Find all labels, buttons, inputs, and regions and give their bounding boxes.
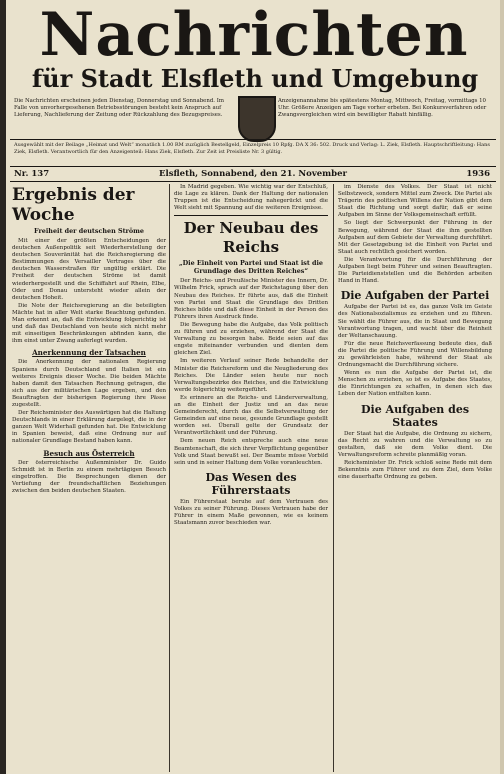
paragraph: Dem neuen Reich entspreche auch eine neue Beamtenschaft, die sich ihrer Verpflichtung gegenüber Volk und Staat bewußt sei. Der Beamte müsse Vorbild sein und in seiner Haltung dem Volke voranleuchten. <box>174 438 328 466</box>
paragraph: im Dienste des Volkes. Der Staat ist nicht Selbstzweck, sondern Mittel zum Zweck. Die Partei als Trägerin des politischen Willens der Nation gibt dem Staat die Richtung und sorgt dafür, daß er seine Aufgaben im Sinne der Volksgemeinschaft erfüllt. <box>338 184 492 219</box>
paragraph: Mit einer der größten Entscheidungen der deutschen Außenpolitik seit Wiederherstellung der deutschen Souveränität hat die Reichsregierung die Bestimmungen des Versailler Vertrages über die deutschen Wasserstraßen für ungültig erklärt. Die Freiheit der deutschen Ströme ist damit wiederhergestellt und die Schiffahrt auf Rhein, Elbe, Oder und Donau untersteht wieder allein der deutschen Hoheit. <box>12 238 166 301</box>
newspaper-page <box>6 0 500 774</box>
masthead-subtitle: für Stadt Elsfleth und Umgebung <box>31 64 479 93</box>
divider <box>10 139 496 140</box>
section-heading: Anerkennung der Tatsachen <box>32 348 146 358</box>
coat-of-arms-icon <box>238 96 276 142</box>
publisher-band: Ausgewählt mit der Beilage „Heimat und Welt“ monatlich 1.00 RM zuzüglich Bestellgeld, Einzelpreis 10 Rpfg. DA X 36: 502. Druck und Verlag: L. Ziek, Elsfleth. Hauptschriftleitung: Hans Ziek, Elsfleth. Verantwortlich für den Anzeigenteil: Hans Ziek, Elsfleth. Zur Zeit ist Preisliste Nr. 3 gültig. <box>14 142 490 155</box>
section-heading: Die Aufgaben des Staates <box>360 402 470 429</box>
column-divider <box>333 184 334 772</box>
paragraph: Aufgabe der Partei ist es, das ganze Volk im Geiste des Nationalsozialismus zu erziehen und zu führen. Sie wählt die Führer aus, die in Staat und Bewegung Verantwortung tragen, und wacht über die Reinheit der Weltanschauung. <box>338 304 492 339</box>
divider <box>10 181 496 182</box>
paragraph: Reichsminister Dr. Frick schloß seine Rede mit dem Bekenntnis zum Führer und zu dem Ziel, dem Volke eine dauerhafte Ordnung zu geben. <box>338 459 492 481</box>
paragraph: Die Note der Reichsregierung an die beteiligten Mächte hat in aller Welt starke Beachtung gefunden. Man erkennt an, daß die Entwicklung folgerichtig ist und daß das Deutschland von heute sich nicht mehr mit einseitigen Beschränkungen abfinden kann, die ihm einst unter Zwang auferlegt wurden. <box>12 302 166 345</box>
column-2 <box>174 184 328 528</box>
section-heading: Die Aufgaben der Partei <box>340 289 490 303</box>
article-kicker: Freiheit der deutschen Ströme <box>34 227 144 235</box>
paragraph: Wenn es nun die Aufgabe der Partei ist, die Menschen zu erziehen, so ist es Aufgabe des Staates, die Einrichtungen zu schaffen, in denen sich das Leben der Nation entfalten kann. <box>338 370 492 398</box>
paragraph: Ein Führerstaat beruhe auf dem Vertrauen des Volkes zu seiner Führung. Dieses Vertrauen habe der Führer in einem Maße gewonnen, wie es keinem Staatsmann zuvor beschieden war. <box>174 498 328 527</box>
article-headline: Ergebnis der Woche <box>12 185 135 225</box>
section-heading: Besuch aus Österreich <box>43 448 135 458</box>
paragraph: Die Verantwortung für die Durchführung der Aufgaben liegt beim Führer und seinen Beauftragten. Die Parteidienststellen und die Behörden arbeiten Hand in Hand. <box>338 256 492 285</box>
article-headline: Der Neubau des Reichs <box>183 219 319 257</box>
paragraph: Der Staat hat die Aufgabe, die Ordnung zu sichern, das Recht zu wahren und die Verwaltung so zu gestalten, daß sie dem Volke dient. Die Verwaltungsreform schreite planmäßig voran. <box>338 430 492 458</box>
issue-year: 1936 <box>466 169 490 179</box>
publication-info-left: Die Nachrichten erscheinen jeden Dienstag, Donnerstag und Sonnabend. Im Falle von unvorhergesehenen Betriebsstörungen besteht kein Anspruch auf Lieferung, Nachlieferung der Zeitung oder Rückzahlung des Bezugspreises. <box>14 98 224 119</box>
publication-info-right: Anzeigenannahme bis spätestens Montag, Mittwoch, Freitag, vormittags 10 Uhr. Größere Anzeigen am Tage vorher erbeten. Bei Konkursverfahren oder Zwangsvergleichen wird ein bewilligter Rabatt hinfällig. <box>278 98 487 119</box>
paragraph: Die Anerkennung der nationalen Regierung Spaniens durch Deutschland und Italien ist ein weiteres Ereignis dieser Woche. Die beiden Mächte haben damit den Tatsachen Rechnung getragen, die sich aus der militärischen Lage ergeben, und den Beauftragten der bisherigen Regierung ihre Pässe zugestellt. <box>12 359 166 408</box>
paragraph: So liegt der Schwerpunkt der Führung in der Bewegung, während der Staat die ihm gestellten Aufgaben auf dem Gebiete der Verwaltung durchführt. Mit der Gesetzgebung ist die Einheit von Partei und Staat auch rechtlich gesichert worden. <box>338 220 492 255</box>
masthead <box>6 0 500 108</box>
paragraph: Die Bewegung habe die Aufgabe, das Volk politisch zu führen und zu erziehen, während der Staat die Verwaltung zu besorgen habe. Beide seien auf das engste miteinander verbunden und dienten dem gleichen Ziel. <box>174 321 328 357</box>
divider <box>10 166 496 167</box>
paragraph: Es erinnere an die Reichs- und Länderverwaltung, an die Einheit der Justiz und an das neue Gemeinderecht, durch das die Selbstverwaltung der Gemeinden auf eine neue, gesunde Grundlage gestellt worden sei. Überall gelte der Grundsatz der Verantwortlichkeit und der Führung. <box>174 394 328 437</box>
paragraph: Im weiteren Verlauf seiner Rede behandelte der Minister die Reichsreform und die Neugliederung des Reiches. Die Länder seien heute nur noch Verwaltungsbezirke des Reiches, und die Entwicklung werde folgerichtig weitergeführt. <box>174 358 328 393</box>
section-heading: Das Wesen des Führerstaats <box>205 470 297 497</box>
paragraph: Der Reichs- und Preußische Minister des Innern, Dr. Wilhelm Frick, sprach auf der Reichstagung über den Neubau des Reiches. Er führte aus, daß die Einheit von Partei und Staat die Grundlage des Dritten Reiches bilde und daß diese Einheit in der Person des Führers ihren Ausdruck finde. <box>174 278 328 320</box>
paragraph: Der Reichsminister des Auswärtigen hat die Haltung Deutschlands in einer Erklärung dargelegt, die in der ganzen Welt Widerhall gefunden hat. Die Entwicklung in Spanien beweist, daß eine Ordnung nur auf nationaler Grundlage Bestand haben kann. <box>12 410 166 445</box>
column-1 <box>12 184 166 496</box>
paragraph: In Madrid gegeben. Wie wichtig war der Entschluß, die Lage zu klären. Dank der Haltung der nationalen Truppen ist die Entscheidung nahegerückt und die Welt sieht mit Spannung auf die weiteren Ereignisse. <box>174 184 328 212</box>
divider <box>174 215 328 216</box>
place-date: Elsfleth, Sonnabend, den 21. November <box>158 169 348 179</box>
paragraph: Für die neue Reichsverfassung bedeute dies, daß die Partei die politische Führung und Willensbildung zu gewährleisten habe, während der Staat als Ordnungsmacht die Durchführung sichere. <box>338 340 492 369</box>
dateline <box>10 168 496 180</box>
issue-number: Nr. 137 <box>14 169 50 179</box>
paragraph: Der österreichische Außenminister Dr. Guido Schmidt ist in Berlin zu einem mehrtägigen Besuch eingetroffen. Die Besprechungen dienen der Vertiefung der freundschaftlichen Beziehungen zwischen den beiden deutschen Staaten. <box>12 459 166 494</box>
article-kicker: „Die Einheit von Partei und Staat ist die Grundlage des Dritten Reiches“ <box>178 259 324 276</box>
column-3 <box>338 184 492 482</box>
masthead-title: Nachrichten <box>39 0 469 70</box>
column-divider <box>169 184 170 772</box>
